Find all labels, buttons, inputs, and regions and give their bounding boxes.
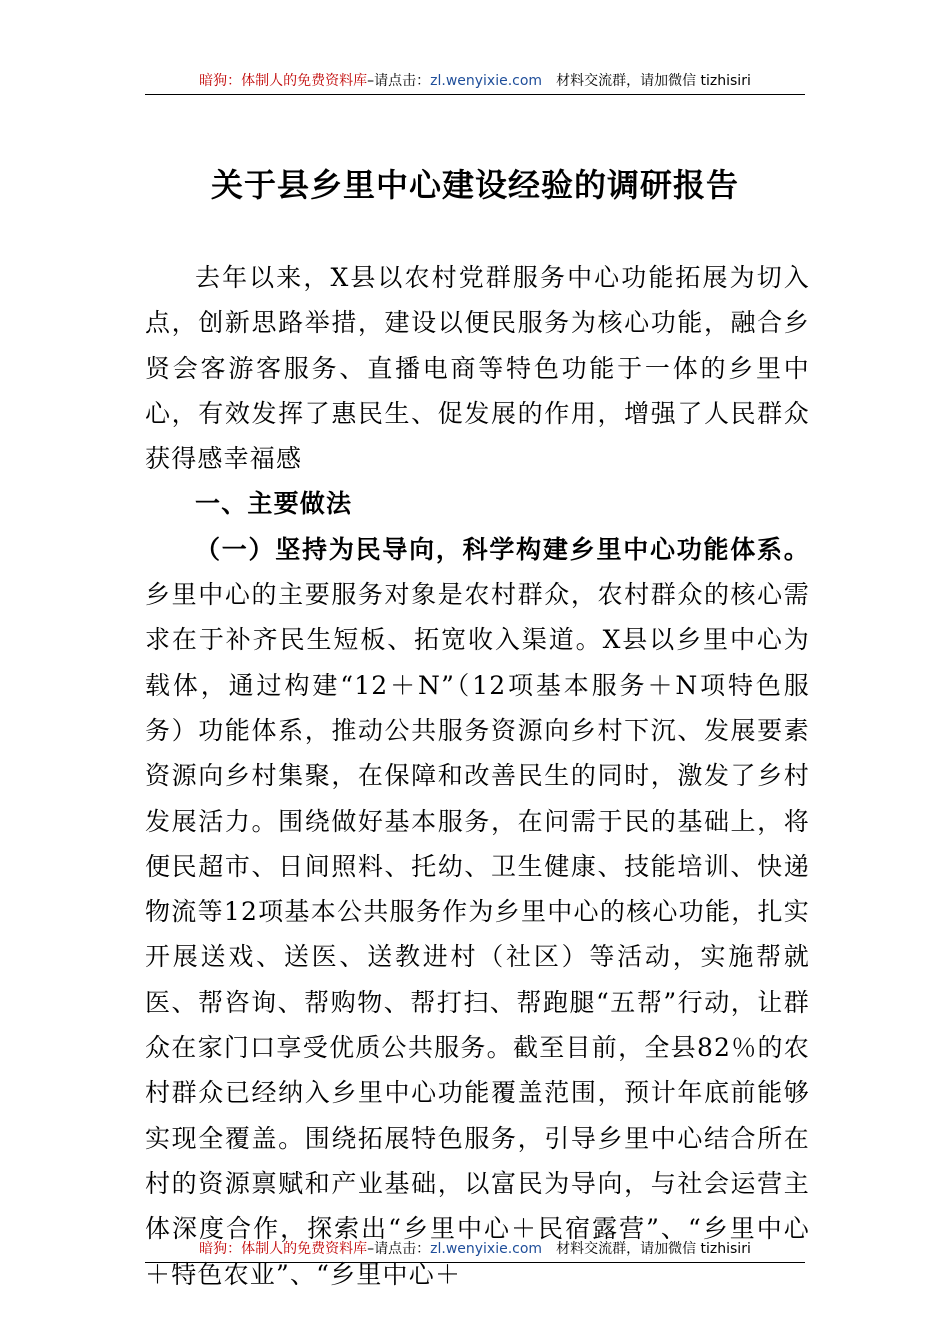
footer-group-info: 材料交流群，请加微信 tizhisiri <box>556 1241 751 1257</box>
footer-click-prefix: –请点击： <box>367 1241 431 1257</box>
section-heading: 一、主要做法 <box>195 489 353 519</box>
document-title: 关于县乡里中心建设经验的调研报告 <box>210 166 739 204</box>
footer-brand: 暗狗：体制人的免费资料库 <box>199 1241 368 1257</box>
header-banner <box>145 68 805 95</box>
footer-url-link[interactable]: zl.wenyixie.com <box>430 1241 543 1257</box>
subsection-paragraph <box>145 527 810 1297</box>
document-body <box>145 255 810 1297</box>
subsection-title: （一）坚持为民导向，科学构建乡里中心功能体系。 <box>195 534 810 564</box>
intro-paragraph: 去年以来，X县以农村党群服务中心功能拓展为切入点，创新思路举措，建设以便民服务为核心功能，融合乡贤会客游客服务、直播电商等特色功能于一体的乡里中心，有效发挥了惠民生、促发展的作用，增强了人民群众获得感幸福感 <box>145 263 810 474</box>
banner-group-info: 材料交流群，请加微信 tizhisiri <box>556 73 751 89</box>
footer-banner <box>145 1236 805 1263</box>
banner-url-link[interactable]: zl.wenyixie.com <box>430 73 543 89</box>
banner-click-prefix: –请点击： <box>367 73 431 89</box>
banner-brand: 暗狗：体制人的免费资料库 <box>199 73 368 89</box>
subsection-body: 乡里中心的主要服务对象是农村群众，农村群众的核心需求在于补齐民生短板、拓宽收入渠道。X县以乡里中心为载体，通过构建“12＋N”（12项基本服务＋N项特色服务）功能体系，推动公共服务资源向乡村下沉、发展要素资源向乡村集聚，在保障和改善民生的同时，激发了乡村发展活力。围绕做好基本服务，在问需于民的基础上，将便民超市、日间照料、托幼、卫生健康、技能培训、快递物流等12项基本公共服务作为乡里中心的核心功能，扎实开展送戏、送医、送教进村（社区）等活动，实施帮就医、帮咨询、帮购物、帮打扫、帮跑腿“五帮”行动，让群众在家门口享受优质公共服务。截至目前，全县82％的农村群众已经纳入乡里中心功能覆盖范围，预计年底前能够实现全覆盖。围绕拓展特色服务，引导乡里中心结合所在村的资源禀赋和产业基础，以富民为导向，与社会运营主体深度合作，探索出“乡里中心＋民宿露营”、“乡里中心＋特色农业”、“乡里中心＋ <box>145 580 810 1289</box>
